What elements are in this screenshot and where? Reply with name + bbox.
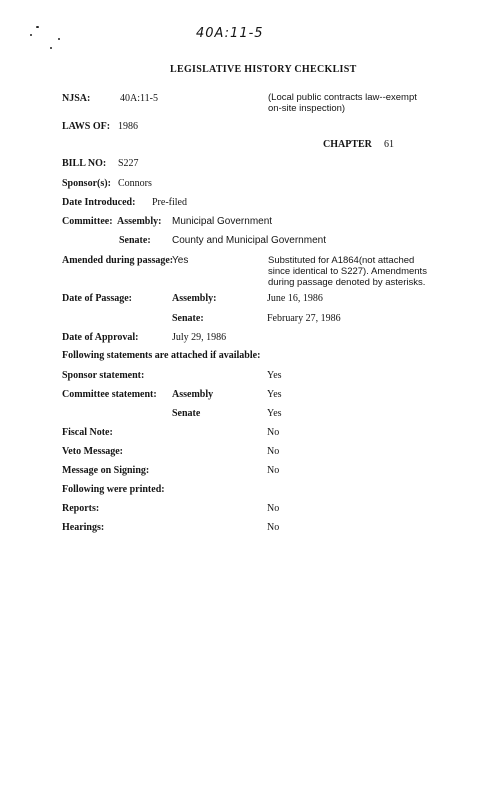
page-title: LEGISLATIVE HISTORY CHECKLIST — [170, 64, 357, 75]
reports-value: No — [267, 503, 280, 514]
statements-heading: Following statements are attached if available: — [62, 350, 261, 361]
laws-of-label: LAWS OF: — [62, 121, 111, 132]
sponsor-value: Connors — [118, 178, 152, 189]
amended-label: Amended during passage: — [62, 255, 174, 266]
committee-statement-label: Committee statement: — [62, 389, 157, 400]
committee-label: Committee: — [62, 216, 113, 227]
njsa-label: NJSA: — [62, 93, 91, 104]
passage-assembly-value: June 16, 1986 — [267, 293, 323, 304]
committee-assembly-value: Municipal Government — [172, 216, 273, 227]
bill-no-label: BILL NO: — [62, 158, 107, 169]
message-on-signing-label: Message on Signing: — [62, 465, 150, 476]
scan-speck — [50, 47, 52, 49]
bill-no-value: S227 — [118, 158, 139, 169]
printed-heading: Following were printed: — [62, 484, 165, 495]
committee-senate-value: County and Municipal Government — [172, 235, 326, 246]
njsa-note: (Local public contracts law--exempt on-site inspection) — [268, 92, 417, 114]
committee-statement-senate-label: Senate — [172, 408, 201, 419]
amended-note: Substituted for A1864(not attached since identical to S227). Amendments during passage denoted by asterisks. — [268, 255, 427, 288]
scan-speck — [30, 34, 32, 36]
scan-speck — [58, 38, 60, 40]
approval-value: July 29, 1986 — [172, 332, 227, 343]
hearings-value: No — [267, 522, 280, 533]
sponsor-statement-value: Yes — [267, 370, 282, 381]
committee-assembly-label: Assembly: — [117, 216, 162, 227]
fiscal-note-label: Fiscal Note: — [62, 427, 113, 438]
committee-statement-senate-value: Yes — [267, 408, 282, 419]
passage-label: Date of Passage: — [62, 293, 132, 304]
passage-senate-label: Senate: — [172, 313, 204, 324]
passage-assembly-label: Assembly: — [172, 293, 217, 304]
sponsor-label: Sponsor(s): — [62, 178, 111, 189]
handwritten-stamp: 40A:11-5 — [196, 26, 264, 41]
committee-statement-assembly-value: Yes — [267, 389, 282, 400]
message-on-signing-value: No — [267, 465, 280, 476]
committee-senate-label: Senate: — [119, 235, 151, 246]
reports-label: Reports: — [62, 503, 100, 514]
committee-statement-assembly-label: Assembly — [172, 389, 214, 400]
date-introduced-value: Pre-filed — [152, 197, 187, 208]
fiscal-note-value: No — [267, 427, 280, 438]
approval-label: Date of Approval: — [62, 332, 139, 343]
sponsor-statement-label: Sponsor statement: — [62, 370, 145, 381]
chapter-label: CHAPTER — [323, 139, 372, 150]
njsa-value: 40A:11-5 — [120, 93, 158, 104]
amended-value: Yes — [172, 255, 189, 266]
date-introduced-label: Date Introduced: — [62, 197, 136, 208]
veto-message-value: No — [267, 446, 280, 457]
chapter-value: 61 — [384, 139, 394, 150]
hearings-label: Hearings: — [62, 522, 105, 533]
veto-message-label: Veto Message: — [62, 446, 124, 457]
scan-speck — [36, 26, 39, 28]
laws-of-value: 1986 — [118, 121, 138, 132]
passage-senate-value: February 27, 1986 — [267, 313, 341, 324]
